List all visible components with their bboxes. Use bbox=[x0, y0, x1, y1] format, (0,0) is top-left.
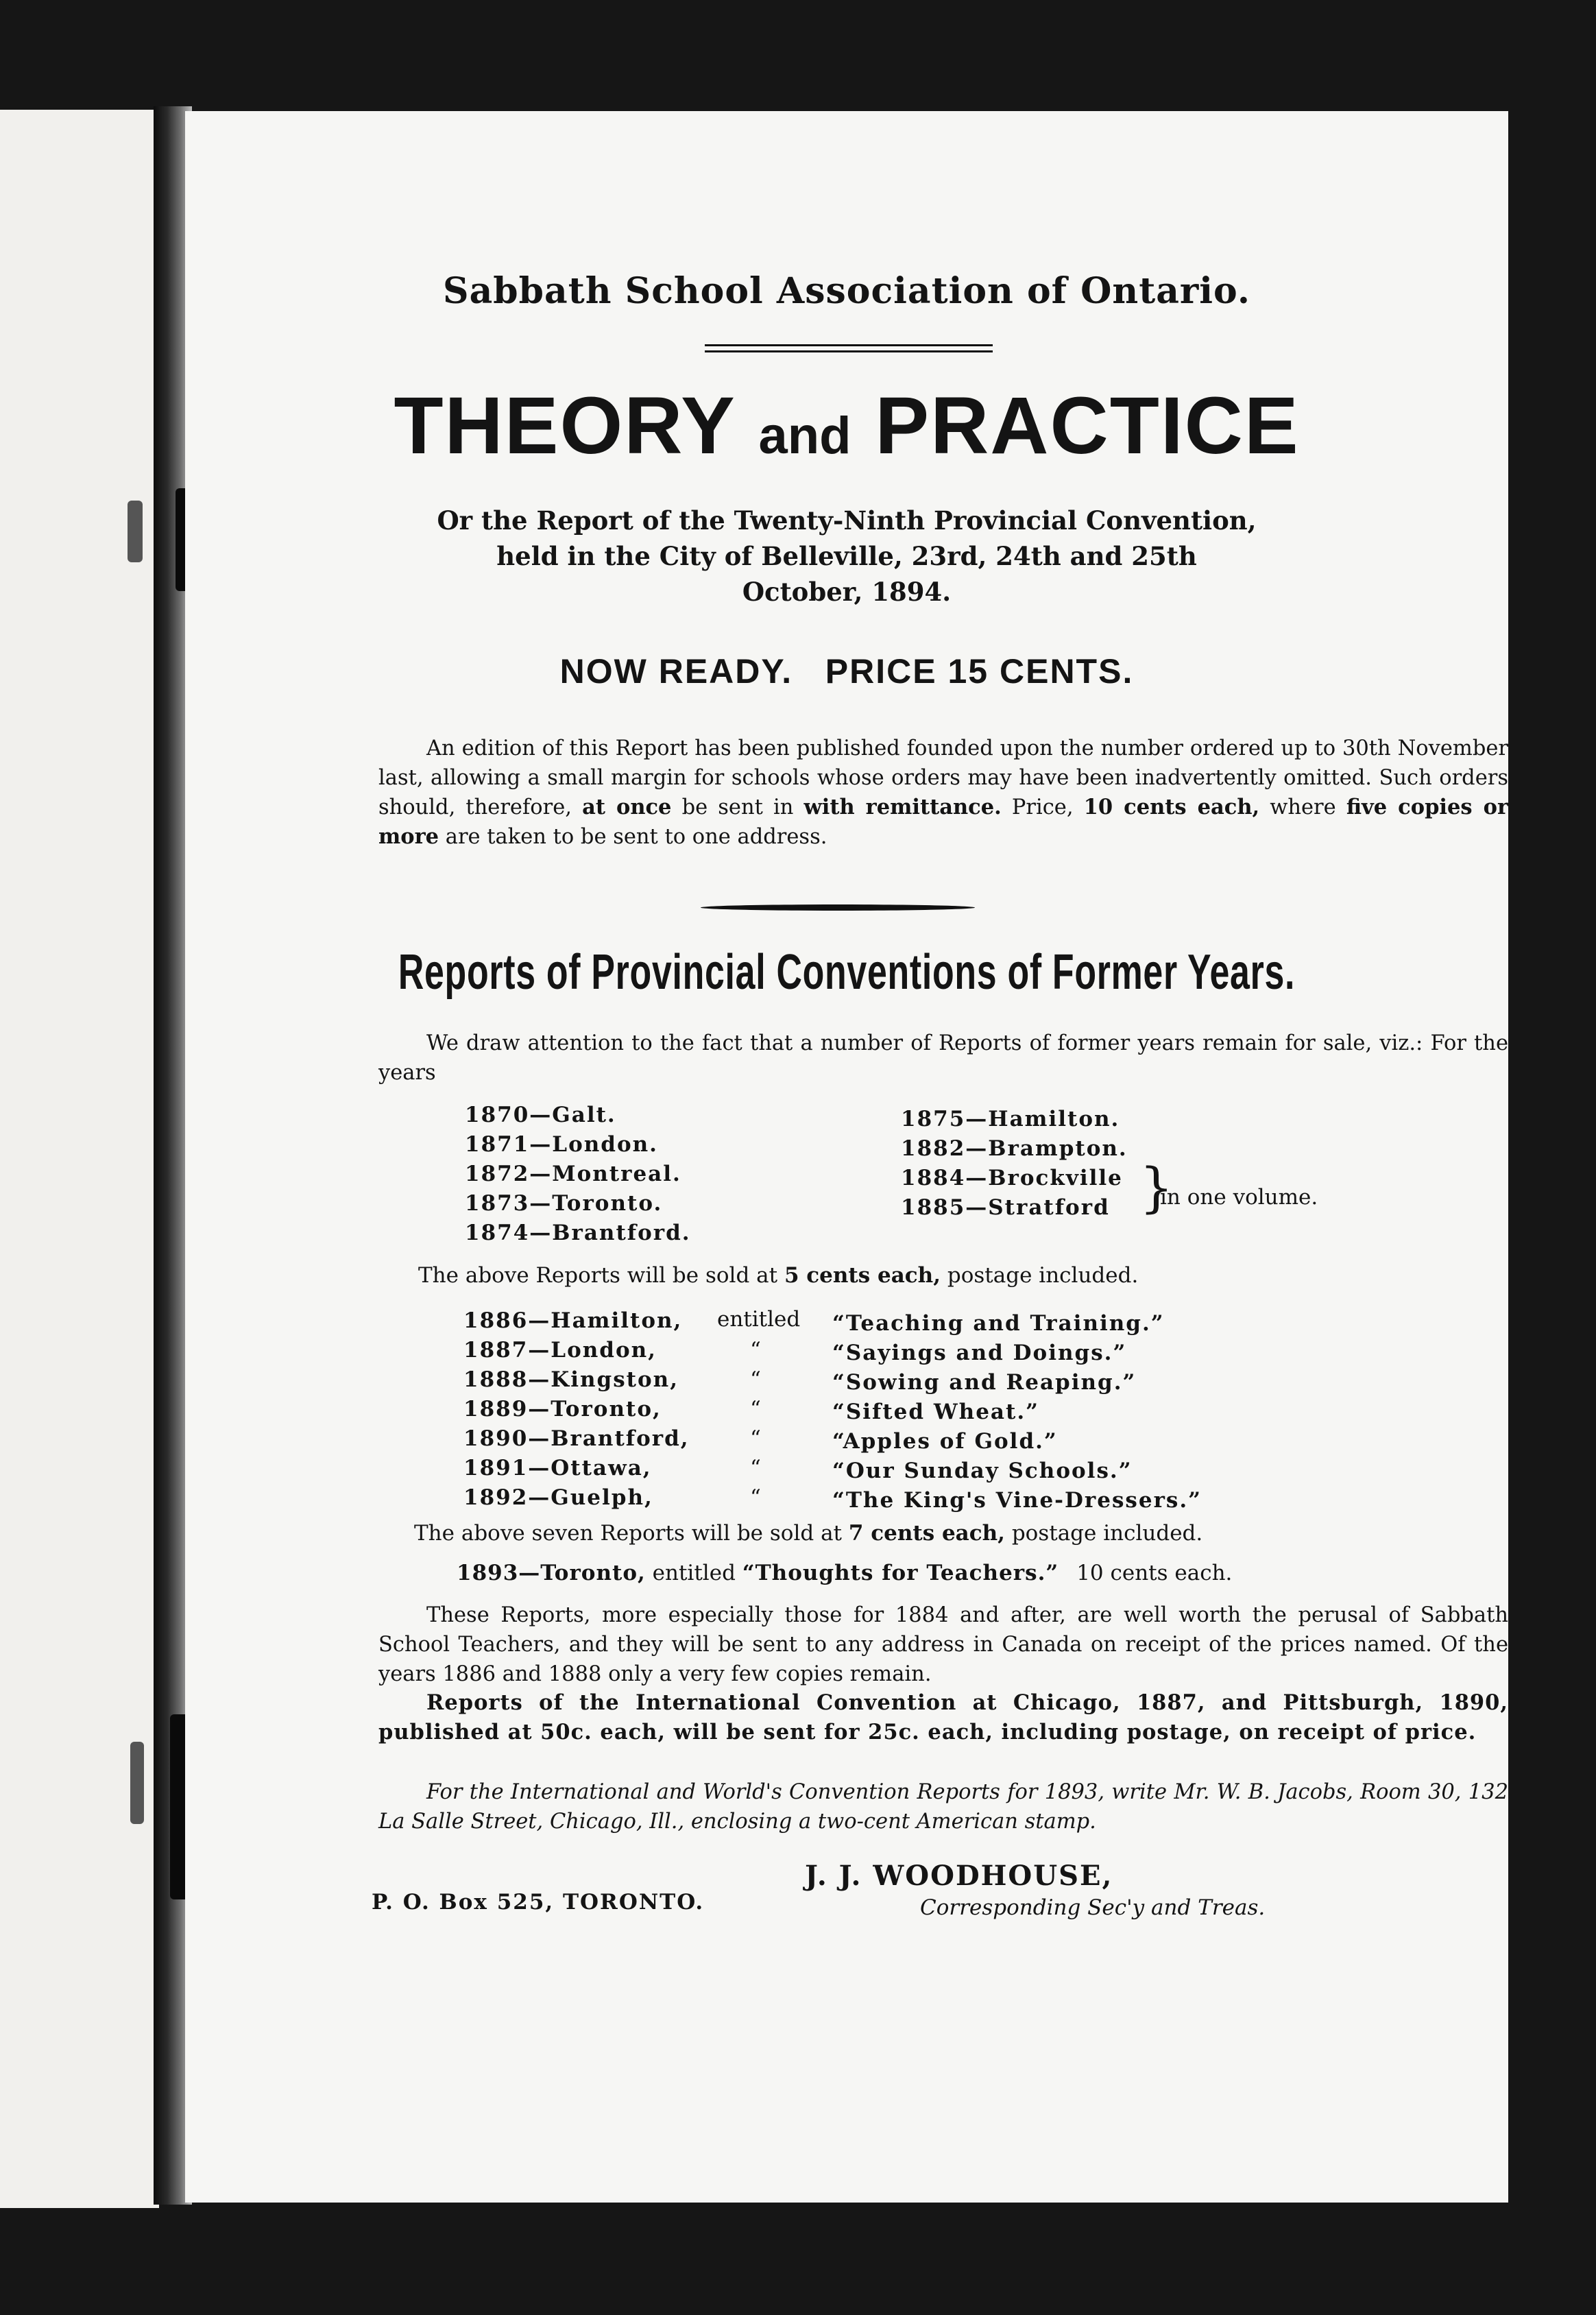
edition-bold: at once bbox=[582, 795, 672, 819]
worth-paragraph: These Reports, more especially those for 1884 and after, are well worth the perusal of Sabbath School Teachers, and they will be sent to any address in Canada on receipt of the prices named. Of the years 1886 and 1888 only a very few copies remain. bbox=[378, 1603, 1508, 1686]
edition-text: An edition of this Report has been published founded upon the number ordered up to 30th November last, allowing a small margin for schools whose orders may have been inadvertently omitted. Such orders should, therefore, bbox=[378, 736, 1508, 819]
binding-clip bbox=[130, 1742, 144, 1824]
title-practice: PRACTICE bbox=[875, 381, 1300, 471]
seven-cents-line bbox=[414, 1521, 1202, 1546]
report-1893-text: entitled bbox=[645, 1561, 742, 1585]
edition-bold: 10 cents each, bbox=[1083, 795, 1260, 819]
subtitle-line-3: October, 1894. bbox=[742, 577, 952, 607]
now-ready-price: NOW READY. PRICE 15 CENTS. bbox=[559, 652, 1134, 691]
edition-text: are taken to be sent to one address. bbox=[439, 825, 827, 849]
list-item: 1873—Toronto. bbox=[465, 1191, 663, 1216]
main-title bbox=[185, 381, 1508, 471]
association-header: Sabbath School Association of Ontario. bbox=[443, 270, 1250, 312]
international-paragraph: Reports of the International Convention at Chicago, 1887, and Pittsburgh, 1890, published at 50c. each, will be sent for 25c. each, including postage, on receipt of price. bbox=[378, 1690, 1508, 1744]
title-theory: THEORY bbox=[394, 381, 735, 471]
report-1893-price: 10 cents each. bbox=[1076, 1561, 1233, 1585]
titled-title: “Our Sunday Schools.” bbox=[832, 1459, 1133, 1483]
titled-mark: “ bbox=[750, 1397, 761, 1422]
titled-year: 1888—Kingston, bbox=[463, 1367, 679, 1392]
price-text: The above Reports will be sold at bbox=[418, 1263, 784, 1288]
list-item: 1885—Stratford bbox=[901, 1195, 1110, 1220]
titled-year: 1886—Hamilton, bbox=[463, 1308, 683, 1333]
list-item: 1872—Montreal. bbox=[465, 1162, 681, 1186]
price-text: postage included. bbox=[941, 1263, 1139, 1288]
double-rule-top bbox=[705, 344, 993, 346]
titled-title: “The King's Vine-Dressers.” bbox=[832, 1488, 1202, 1513]
titled-year: 1889—Toronto, bbox=[463, 1397, 662, 1422]
one-volume-note: in one volume. bbox=[1160, 1185, 1318, 1210]
world-convention-paragraph: For the International and World's Convention Reports for 1893, write Mr. W. B. Jacobs, Room 30, 132 La Salle Street, Chicago, Ill., enclosing a two-cent American stamp. bbox=[378, 1780, 1508, 1834]
list-item: 1875—Hamilton. bbox=[901, 1107, 1120, 1131]
list-item: 1871—London. bbox=[465, 1132, 658, 1157]
edition-bold: with remittance. bbox=[803, 795, 1002, 819]
former-years-heading: Reports of Provincial Conventions of Former Years. bbox=[398, 945, 1296, 1000]
titled-title: “Sifted Wheat.” bbox=[832, 1400, 1039, 1424]
secretary-name: J. J. WOODHOUSE, bbox=[805, 1860, 1113, 1892]
titled-year: 1887—London, bbox=[463, 1338, 657, 1363]
title-and: and bbox=[758, 407, 851, 465]
price-bold: 5 cents each, bbox=[784, 1263, 941, 1288]
report-1893-title: “Thoughts for Teachers.” bbox=[742, 1561, 1059, 1585]
former-years-intro: We draw attention to the fact that a number of Reports of former years remain for sale, viz.: For the years bbox=[378, 1031, 1508, 1085]
price-text: postage included. bbox=[1004, 1521, 1203, 1546]
edition-text: be sent in bbox=[671, 795, 804, 819]
binding-clip bbox=[128, 501, 143, 562]
five-cents-line bbox=[418, 1263, 1138, 1288]
titled-mark: entitled bbox=[717, 1307, 801, 1332]
edition-text: Price, bbox=[1001, 795, 1084, 819]
facing-page-edge bbox=[0, 110, 159, 2208]
subtitle-line-1: Or the Report of the Twenty-Ninth Provincial Convention, bbox=[437, 505, 1257, 536]
titled-title: “Teaching and Training.” bbox=[832, 1311, 1165, 1336]
volume-brace: } bbox=[1139, 1158, 1174, 1219]
titled-mark: “ bbox=[750, 1485, 761, 1510]
titled-mark: “ bbox=[750, 1367, 761, 1392]
titled-title: “Sowing and Reaping.” bbox=[832, 1370, 1137, 1395]
double-rule-bottom bbox=[705, 350, 993, 352]
titled-year: 1891—Ottawa, bbox=[463, 1456, 652, 1480]
document-page bbox=[185, 111, 1508, 2203]
edition-bold: five copies or more bbox=[378, 795, 1509, 849]
titled-title: “Sayings and Doings.” bbox=[832, 1341, 1127, 1365]
edition-text: where bbox=[1259, 795, 1346, 819]
titled-mark: “ bbox=[750, 1456, 761, 1480]
po-box-address: P. O. Box 525, TORONTO. bbox=[372, 1890, 705, 1915]
list-item: 1884—Brockville bbox=[901, 1166, 1123, 1190]
titled-year: 1890—Brantford, bbox=[463, 1426, 690, 1451]
titled-mark: “ bbox=[750, 1426, 761, 1451]
list-item: 1870—Galt. bbox=[465, 1103, 616, 1127]
list-item: 1882—Brampton. bbox=[901, 1136, 1128, 1161]
secretary-position: Corresponding Sec'y and Treas. bbox=[920, 1895, 1266, 1920]
price-text: The above seven Reports will be sold at bbox=[414, 1521, 849, 1546]
report-1893-line bbox=[457, 1561, 1232, 1585]
titled-mark: “ bbox=[750, 1338, 761, 1363]
subtitle-line-2: held in the City of Belleville, 23rd, 24th and 25th bbox=[496, 541, 1197, 571]
section-divider bbox=[701, 904, 975, 911]
titled-title: “Apples of Gold.” bbox=[832, 1429, 1058, 1454]
price-bold: 7 cents each, bbox=[848, 1521, 1005, 1546]
report-1893-year: 1893—Toronto, bbox=[457, 1561, 646, 1585]
edition-paragraph bbox=[378, 734, 1508, 852]
titled-year: 1892—Guelph, bbox=[463, 1485, 653, 1510]
list-item: 1874—Brantford. bbox=[465, 1221, 691, 1245]
